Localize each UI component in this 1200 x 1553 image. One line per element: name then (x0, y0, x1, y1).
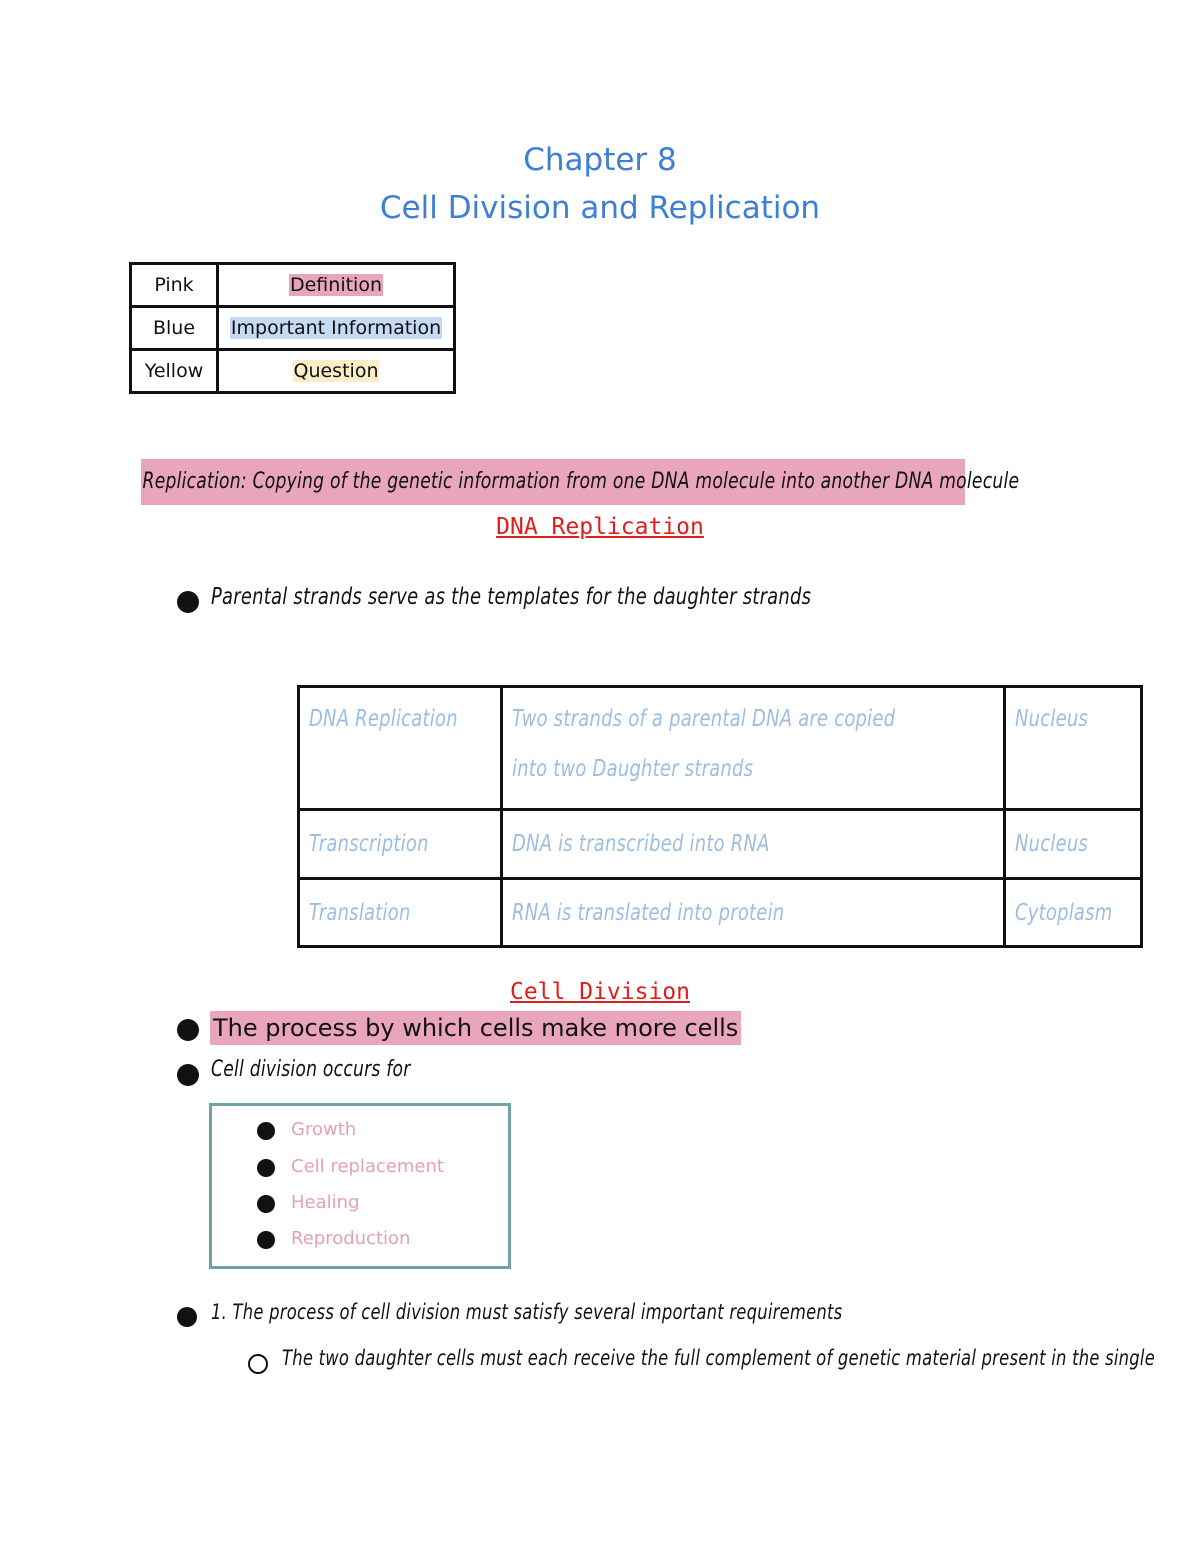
table-cell-description: into two Daughter strands (511, 756, 754, 782)
replication-definition-highlight (141, 459, 1020, 505)
bullet-icon (257, 1231, 275, 1249)
table-cell-location: Nucleus (1015, 706, 1089, 732)
table-row (299, 687, 1142, 810)
cell-division-occurs-for: Cell division occurs for (211, 1057, 411, 1082)
table-cell-process: Transcription (309, 831, 429, 857)
table-cell-description: RNA is translated into protein (511, 900, 785, 926)
list-item: Growth (291, 1119, 357, 1140)
reasons-box (209, 1103, 511, 1269)
legend-row-pink (131, 264, 455, 307)
chapter-number: Chapter 8 (523, 142, 677, 178)
bullet-icon (257, 1122, 275, 1140)
parental-strands-note: Parental strands serve as the templates for the daughter strands (211, 584, 812, 610)
table-cell-process: DNA Replication (309, 706, 458, 732)
bullet-icon (257, 1195, 275, 1213)
hollow-bullet-icon (248, 1354, 268, 1374)
replication-process-table (297, 685, 1143, 948)
legend-row-blue (131, 307, 455, 350)
page-title: Cell Division and Replication (379, 190, 821, 226)
table-cell-description: Two strands of a parental DNA are copied (511, 706, 896, 732)
table-cell-location: Cytoplasm (1015, 900, 1113, 926)
legend-color-label: Blue (131, 307, 218, 350)
table-cell-process: Translation (309, 900, 411, 926)
legend-meaning-definition: Definition (289, 274, 382, 296)
legend-meaning-important: Important Information (230, 317, 442, 339)
cell-division-heading: Cell Division (509, 979, 690, 1005)
cell-division-definition: The process by which cells make more cells (210, 1011, 741, 1045)
replication-definition: Replication: Copying of the genetic information from one DNA molecule into another DNA molecule (142, 469, 1020, 494)
legend-color-label: Pink (131, 264, 218, 307)
table-cell-location: Nucleus (1015, 831, 1089, 857)
dna-replication-heading: DNA Replication (496, 514, 704, 540)
requirement-note: 1. The process of cell division must satisfy several important requirements (211, 1300, 843, 1324)
bullet-icon (177, 1019, 199, 1041)
legend-meaning-question: Question (293, 360, 379, 382)
bullet-icon (177, 1307, 197, 1327)
table-row (299, 879, 1142, 947)
list-item: Healing (291, 1192, 360, 1213)
bullet-icon (257, 1159, 275, 1177)
list-item: Cell replacement (291, 1156, 444, 1177)
color-legend-table (129, 262, 456, 394)
table-cell-description: DNA is transcribed into RNA (511, 831, 770, 857)
table-row (299, 810, 1142, 879)
legend-row-yellow (131, 350, 455, 393)
bullet-icon (177, 591, 199, 613)
sub-requirement-note: The two daughter cells must each receive the full complement of genetic material present in the single (282, 1346, 1156, 1370)
list-item: Reproduction (291, 1228, 411, 1249)
bullet-icon (177, 1064, 199, 1086)
legend-color-label: Yellow (131, 350, 218, 393)
